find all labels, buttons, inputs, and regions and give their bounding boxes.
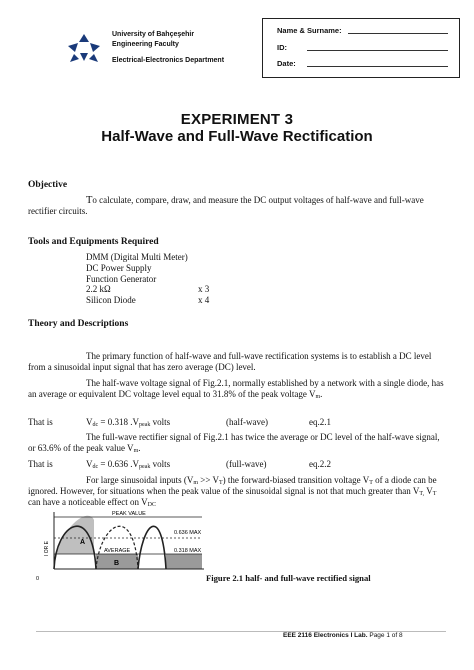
page-footer [283,632,403,639]
objective-heading: Objective [28,180,68,190]
equation-2-1: That is $V_{dc} = 0.318$ $.V_{peak}$ volts (half-wave) eq.2.1 [28,417,331,428]
experiment-title: Half-Wave and Full-Wave Rectification [101,128,373,145]
institution-block [112,30,224,66]
theory-paragraph-3: The full-wave rectifier signal of Fig.2.1 has twice the average or DC level of the half-wave signal, or 63.6% of the peak value $V_m$. [28,432,440,454]
footer-page: Page 1 of 8 [367,632,403,639]
region-b-shade [166,554,202,569]
rectified-signal-figure [36,508,208,582]
footer-course: EEE 2116 Electronics I Lab. [283,632,368,639]
origin-label: 0 [36,576,40,582]
theory-heading: Theory and Descriptions [28,319,129,329]
half-wave-max-label: 0.318 MAX [174,548,202,554]
id-field[interactable] [307,50,448,51]
objective-text: To calculate, compare, draw, and measure the DC output voltages of half-wave and full-wave rectifier circuits. [28,195,424,216]
department-name: Electrical-Electronics Department [112,57,225,64]
average-label: AVERAGE [104,548,131,554]
peak-value-label: PEAK VALUE [112,511,146,517]
faculty-name: Engineering Faculty [112,41,179,48]
region-b-label: B [114,560,120,567]
name-label: Name & Surname: [277,26,342,35]
university-name: University of Bahçeşehir [112,31,195,38]
university-logo [66,32,102,66]
half-wave-curve [138,526,166,569]
date-field[interactable] [307,66,448,67]
tool-item: Function Generator [86,273,157,284]
date-label: Date: [277,59,296,68]
region-a-label: A [80,539,86,546]
id-label: ID: [277,43,287,52]
experiment-number: EXPERIMENT 3 [180,111,294,128]
full-wave-max-label: 0.636 MAX [174,530,202,536]
student-info-box [262,18,460,78]
tools-list [86,252,210,306]
tool-item: 2.2 kΩ x 3 [86,284,210,295]
theory-paragraph-1: The primary function of half-wave and full-wave rectification systems is to establish a DC level from a sinusoidal input signal that has zero average (DC) level. [28,351,432,372]
theory-paragraph-4: For large sinusoidal inputs $(V_m >> V_T)$ the forward-biased transition voltage $V_T$ of a diode can be ignored. However, for situations when the peak value of the sinusoidal signal is not that much greater than $V_{T,}$ $V_T$ can have a noticeable effect on $V_{DC}$ [28,475,437,508]
drop-letter: T [86,195,93,206]
tools-heading: Tools and Equipments Required [28,237,159,247]
theory-paragraph-2: The half-wave voltage signal of Fig.2.1, normally established by a network with a single diode, has an average or equivalent DC voltage level equal to 31.8% of the peak voltage $V_m$. [28,378,444,400]
figure-caption: Figure 2.1 half- and full-wave rectified signal [206,573,371,583]
name-field[interactable] [348,33,448,34]
tool-item: DC Power Supply [86,262,152,273]
y-axis-label: I OR E [44,540,50,556]
equation-2-2: That is $V_{dc} = 0.636$ $.V_{peak}$ volts (full-wave) eq.2.2 [28,459,331,470]
tool-item: Silicon Diode x 4 [86,295,210,306]
tool-item: DMM (Digital Multi Meter) [86,252,188,262]
